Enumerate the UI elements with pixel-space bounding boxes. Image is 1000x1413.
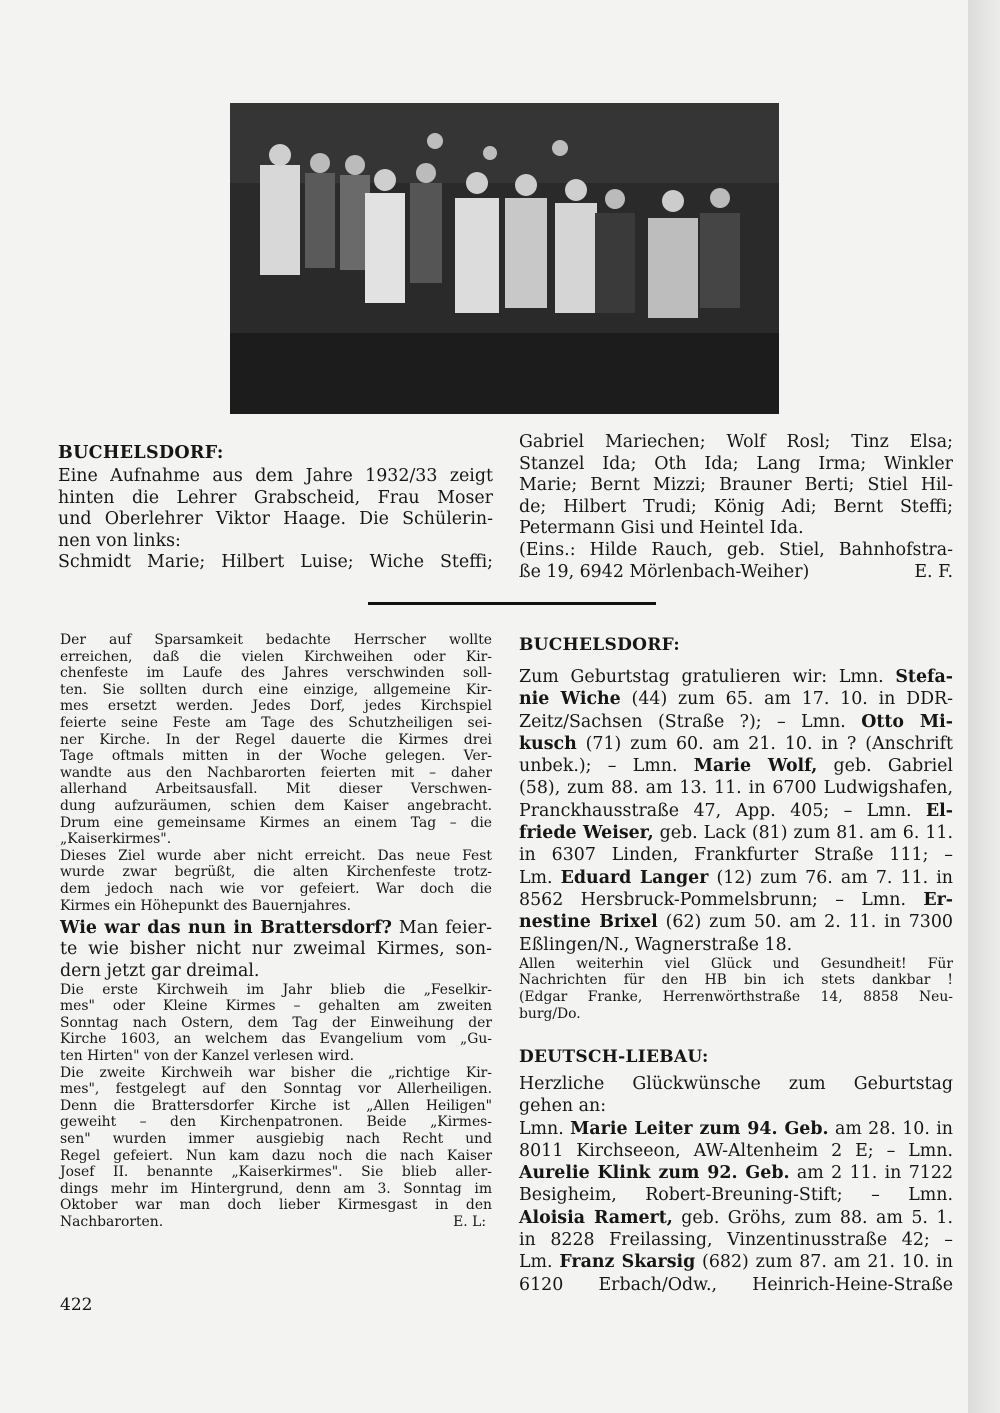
article-line: Oktober war man doch lieber Kirmesgast in den	[60, 1197, 492, 1214]
name: Franz Skarsig	[559, 1252, 696, 1273]
article-line: allerhand Arbeitsausfall. Mit dieser Verschwen-	[60, 781, 492, 798]
birthday-line	[519, 1207, 953, 1229]
article-line: „Kaiserkirmes".	[60, 831, 172, 848]
article-line: dung aufzuräumen, schien dem Kaiser angebracht.	[60, 797, 492, 814]
text: geb. Gabriel	[817, 756, 953, 777]
text: Pranckhausstraße 47, App. 405; – Lmn.	[519, 800, 926, 821]
group-photo-figures	[230, 103, 779, 414]
birthday-line: Herzliche Glückwünsche zum Geburtstag	[519, 1074, 953, 1094]
article-line: Dieses Ziel wurde aber nicht erreicht. Das neue Fest	[60, 847, 492, 864]
name: Eduard Langer	[560, 867, 709, 888]
birthday-line	[519, 822, 953, 844]
birthday-line	[519, 1118, 953, 1140]
article-line: Sonntag nach Ostern, dem Tag der Einweihung der	[60, 1014, 492, 1031]
text: am 2 11. in 7122	[789, 1163, 954, 1184]
caption-line: und Oberlehrer Viktor Haage. Die Schülerin-	[58, 509, 493, 530]
caption-line: Eine Aufnahme aus dem Jahre 1932/33 zeigt	[58, 466, 493, 486]
caption-line: (Eins.: Hilde Rauch, geb. Stiel, Bahnhofstra-	[519, 539, 953, 560]
caption-line: nen von links:	[58, 530, 181, 551]
article-line: mes", festgelegt auf den Sonntag vor Allerheiligen.	[60, 1081, 492, 1098]
caption-line: hinten die Lehrer Grabscheid, Frau Moser	[58, 487, 493, 508]
group-photo	[230, 103, 779, 414]
birthday-line	[519, 688, 953, 710]
name: Otto Mi-	[861, 711, 953, 732]
article-line: ten. Sie sollten durch eine einzige, allgemeine Kir-	[60, 681, 492, 698]
text: (71) zum 60. am 21. 10. in ? (Anschrift	[576, 733, 953, 754]
article-line: Die erste Kirchweih im Jahr blieb die „Feselkir-	[60, 981, 492, 998]
page-number: 422	[60, 1295, 93, 1315]
text: (44) zum 65. am 17. 10. in DDR-	[620, 689, 953, 710]
article-line: mes" oder Kleine Kirmes – gehalten am zweiten	[60, 998, 492, 1015]
article-line: dings mehr im Hintergrund, denn am 3. Sonntag im	[60, 1180, 492, 1197]
kirmes-question	[60, 918, 492, 982]
birthday-deutsch-liebau	[519, 1045, 953, 1296]
text: Zum Geburtstag gratulieren wir: Lmn.	[519, 667, 896, 687]
caption-line: Schmidt Marie; Hilbert Luise; Wiche Steffi;	[58, 552, 493, 573]
birthday-line	[519, 1162, 953, 1184]
caption-line: Marie; Bernt Mizzi; Brauner Berti; Stiel Hil-	[519, 475, 953, 496]
name: Aurelie Klink zum 92. Geb.	[519, 1163, 790, 1184]
birthday-line	[519, 800, 953, 822]
birthday-line: Besigheim, Robert-Breuning-Stift; – Lmn.	[519, 1185, 953, 1206]
text: (62) zum 50. am 2. 11. in 7300	[657, 912, 953, 933]
article-line: dern jetzt gar dreimal.	[60, 960, 260, 981]
note-line: Allen weiterhin viel Glück und Gesundheit! Für	[519, 955, 953, 972]
birthday-line: in 6307 Linden, Frankfurter Straße 111; –	[519, 845, 953, 866]
photo-caption-right	[519, 432, 953, 583]
birthday-line	[519, 867, 953, 889]
caption-signature: E. F.	[914, 561, 953, 582]
article-line	[60, 918, 492, 939]
article-line: erreichen, daß die vielen Kirchweihen oder Kir-	[60, 648, 492, 665]
caption-line: Stanzel Ida; Oth Ida; Lang Irma; Winkler	[519, 453, 953, 474]
page-edge	[968, 0, 1000, 1413]
text: am 28. 10. in	[828, 1118, 954, 1139]
name: Er-	[923, 889, 953, 910]
photo-caption-left	[58, 440, 493, 574]
birthday-line: in 8228 Freilassing, Vinzentinusstraße 42; –	[519, 1230, 953, 1251]
text: Lm.	[519, 867, 561, 888]
birthday-line: 8011 Kirchseeon, AW-Altenheim 2 E; – Lmn.	[519, 1140, 953, 1161]
birthday-line: Eßlingen/N., Wagnerstraße 18.	[519, 934, 793, 955]
note-line: burg/Do.	[519, 1005, 581, 1022]
closing-note	[519, 956, 953, 1022]
caption-heading: BUCHELSDORF:	[58, 443, 224, 463]
kirmes-para-3	[60, 982, 492, 1065]
birthday-line: (58), zum 88. am 13. 11. in 6700 Ludwigshafen,	[519, 778, 953, 799]
birthday-line	[519, 733, 953, 755]
caption-line: Gabriel Mariechen; Wolf Rosl; Tinz Elsa;	[519, 432, 953, 452]
name: Marie Wolf,	[693, 756, 818, 777]
note-line: Nachrichten für den HB bin ich stets dankbar !	[519, 972, 953, 989]
birthday-line	[519, 911, 953, 933]
article-line: Kirche 1603, an welchem das Evangelium vom „Gu-	[60, 1031, 492, 1048]
name: Stefa-	[895, 667, 953, 687]
text: unbek.); – Lmn.	[519, 756, 694, 777]
article-line: geweiht – den Kirchenpatronen. Beide „Kirmes-	[60, 1114, 492, 1131]
text: geb. Gröhs, zum 88. am 5. 1.	[672, 1207, 953, 1228]
birthday-line	[519, 666, 953, 688]
article-line: ner Kirche. In der Regel dauerte die Kirmes drei	[60, 731, 492, 748]
kirmes-para-1	[60, 632, 492, 848]
note-line: (Edgar Franke, Herrenwörthstraße 14, 8858 Neu-	[519, 989, 953, 1006]
birthday-line: gehen an:	[519, 1096, 607, 1117]
section-divider	[368, 602, 656, 605]
article-line: te wie bisher nicht nur zweimal Kirmes, son-	[60, 939, 492, 960]
article-line: Denn die Brattersdorfer Kirche ist „Allen Heiligen"	[60, 1097, 492, 1114]
name: Aloisia Ramert,	[519, 1207, 673, 1228]
article-line: wandte aus den Nachbarorten feierten mit – daher	[60, 764, 492, 781]
text: Lmn.	[519, 1118, 571, 1139]
name: nestine Brixel	[519, 912, 658, 933]
text: Lm.	[519, 1252, 560, 1273]
article-line: mes ersetzt werden. Jedes Dorf, jedes Kirchspiel	[60, 698, 492, 715]
article-line: Josef II. benannte „Kaiserkirmes". Sie blieb aller-	[60, 1164, 492, 1181]
article-line: Kirmes ein Höhepunkt des Bauernjahres.	[60, 897, 352, 914]
birthday-line	[519, 711, 953, 733]
text: 8562 Hersbruck-Pommelsbrunn; – Lmn.	[519, 889, 924, 910]
article-line: wurde zwar begrüßt, die alten Kirchenfeste trotz-	[60, 864, 492, 881]
text: Zeitz/Sachsen (Straße ?); – Lmn.	[519, 711, 862, 732]
caption-line: de; Hilbert Trudi; König Adi; Bernt Steffi;	[519, 496, 953, 517]
section-heading: BUCHELSDORF:	[519, 635, 680, 655]
article-line: chenfeste im Laufe des Jahres verschwinden soll-	[60, 665, 492, 682]
name: friede Weiser,	[519, 823, 654, 844]
text: geb. Lack (81) zum 81. am 6. 11.	[653, 823, 953, 844]
kirmes-article	[60, 632, 492, 1231]
article-line: feierte seine Feste am Tage des Schutzheiligen sei-	[60, 714, 492, 731]
article-line: Nachbarorten.	[60, 1214, 164, 1231]
text: (12) zum 76. am 7. 11. in	[708, 867, 953, 888]
article-line: Drum eine gemeinsame Kirmes an einem Tag – die	[60, 814, 492, 831]
name: nie Wiche	[519, 689, 621, 710]
article-line: ten Hirten" von der Kanzel verlesen wird.	[60, 1048, 355, 1065]
birthday-line	[519, 755, 953, 777]
birthday-line	[519, 889, 953, 911]
kirmes-para-2	[60, 848, 492, 914]
question-rest: Man feier-	[391, 918, 493, 939]
caption-last-line	[519, 562, 953, 584]
article-line: Die zweite Kirchweih war bisher die „richtige Kir-	[60, 1064, 492, 1081]
article-line: Der auf Sparsamkeit bedachte Herrscher wollte	[60, 632, 492, 648]
birthday-line: 6120 Erbach/Odw., Heinrich-Heine-Straße	[519, 1274, 953, 1295]
birthday-line	[519, 1251, 953, 1273]
article-line: Regel gefeiert. Nun kam dazu noch die nach Kaiser	[60, 1147, 492, 1164]
article-line: sen" wurden immer ausgiebig nach Recht und	[60, 1131, 492, 1148]
article-last-line	[60, 1214, 492, 1231]
caption-line: ße 19, 6942 Mörlenbach-Weiher)	[519, 561, 810, 582]
article-signature: E. L:	[453, 1214, 486, 1231]
text: (682) zum 87. am 21. 10. in	[695, 1252, 953, 1273]
article-line: Tage oftmals mitten in der Woche gelegen. Ver-	[60, 748, 492, 765]
name: kusch	[519, 733, 577, 754]
caption-line: Petermann Gisi und Heintel Ida.	[519, 518, 804, 539]
name: Marie Leiter zum 94. Geb.	[570, 1118, 829, 1139]
kirmes-para-4	[60, 1065, 492, 1231]
name: El-	[925, 800, 953, 821]
section-heading: DEUTSCH-LIEBAU:	[519, 1047, 709, 1067]
birthday-buchelsdorf	[519, 632, 953, 1022]
article-line: dem jedoch nach wie vor gefeiert. War doch die	[60, 880, 492, 897]
question-bold: Wie war das nun in Brattersdorf?	[60, 918, 392, 939]
